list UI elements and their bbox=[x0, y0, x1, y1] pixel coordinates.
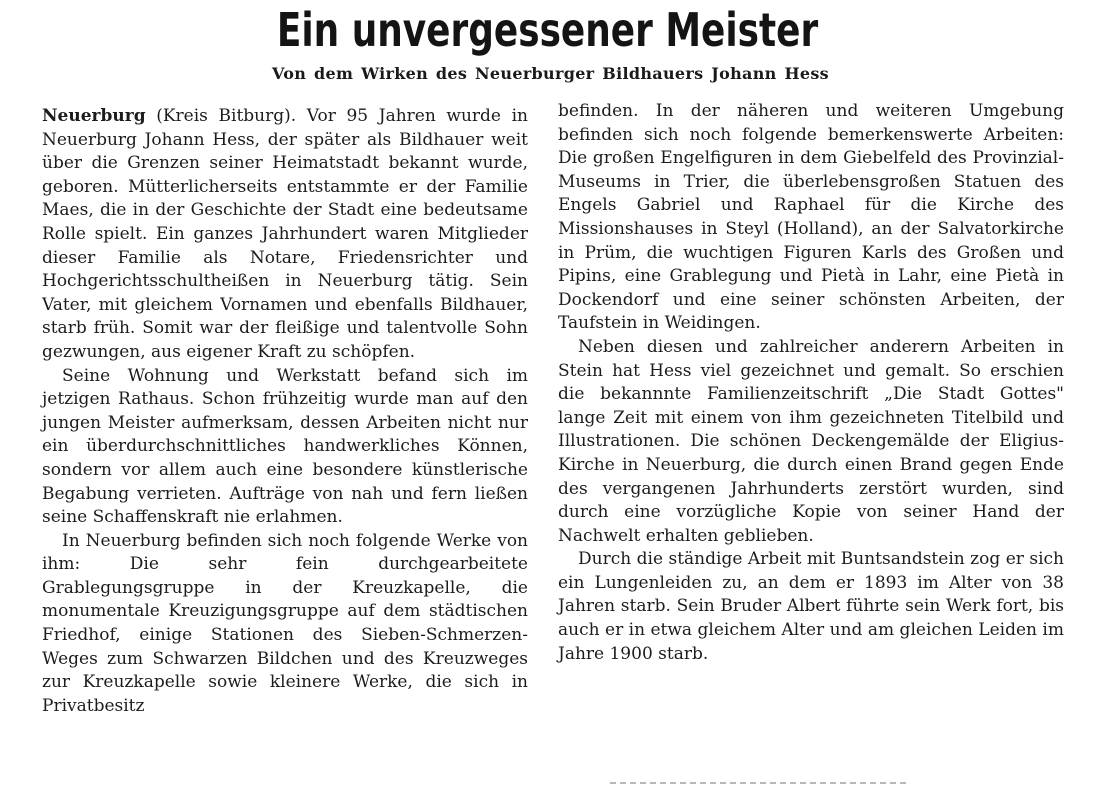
right-column bbox=[558, 100, 1064, 666]
paragraph-works-region: befinden. In der näheren und weiteren Umgebung befinden sich noch folgende bemerkenswerte Arbeiten: Die großen Engelfiguren in dem Giebelfeld des Provinzial-Museums in Trier, die überlebensgroßen Statuen des Engels Gabriel und Raphael für die Kirche des Missionshauses in Steyl (Holland), an der Salvatorkirche in Prüm, die wuchtigen Figuren Karls des Großen und Pipins, eine Grablegung und Pietà in Lahr, eine Pietà in Dockendorf und eine seiner schönsten Arbeiten, der Taufstein in Weidingen. bbox=[558, 101, 1064, 334]
paragraph-death: Durch die ständige Arbeit mit Buntsandstein zog er sich ein Lungenleiden zu, an dem er 1893 im Alter von 38 Jahren starb. Sein Bruder Albert führte sein Werk fort, bis auch er in etwa gleichem Alter und am gleichen Leiden im Jahre 1900 starb. bbox=[558, 549, 1064, 664]
paragraph-intro-text: (Kreis Bitburg). Vor 95 Jahren wurde in Neuerburg Johann Hess, der später als Bildhauer weit über die Grenzen seiner Heimatstadt bekannt wurde, geboren. Mütterlicherseits entstammte er der Familie Maes, die in der Geschichte der Stadt eine bedeutsame Rolle spielt. Ein ganzes Jahrhundert waren Mitglieder dieser Familie als Notare, Friedensrichter und Hochgerichtsschultheißen in Neuerburg tätig. Sein Vater, mit gleichem Vornamen und ebenfalls Bildhauer, starb früh. Somit war der fleißige und talentvolle Sohn gezwungen, aus eigener Kraft zu schöpfen. bbox=[42, 106, 528, 362]
paragraph-workshop: Seine Wohnung und Werkstatt befand sich im jetzigen Rathaus. Schon frühzeitig wurde man auf den jungen Meister aufmerksam, dessen Arbeiten nicht nur ein überdurchschnittliches handwerkliches Können, sondern vor allem auch eine besondere künstlerische Begabung verrieten. Aufträge von nah und fern ließen seine Schaffenskraft nie erlahmen. bbox=[42, 365, 528, 528]
left-column bbox=[42, 105, 528, 718]
paragraph-intro bbox=[42, 105, 528, 365]
article-subheadline: Von dem Wirken des Neuerburger Bildhauers Johann Hess bbox=[272, 64, 829, 83]
article-headline: Ein unvergessener Meister bbox=[276, 3, 819, 57]
dateline-place: Neuerburg bbox=[42, 106, 146, 126]
paragraph-drawings: Neben diesen und zahlreicher anderern Arbeiten in Stein hat Hess viel gezeichnet und gemalt. So erschien die bekannnte Familienzeitschrift „Die Stadt Gottes" lange Zeit mit einem von ihm gezeichneten Titelbild und Illustrationen. Die schönen Deckengemälde der Eligius-Kirche in Neuerburg, die durch einen Brand gegen Ende des vergangenen Jahrhunderts zerstört wurden, sind durch eine vorzügliche Kopie von seiner Hand der Nachwelt erhalten geblieben. bbox=[558, 336, 1064, 546]
paragraph-works-neuerburg: In Neuerburg befinden sich noch folgende Werke von ihm: Die sehr fein durchgearbeitete Grablegungsgruppe in der Kreuzkapelle, die monumentale Kreuzigungsgruppe auf dem städtischen Friedhof, einige Stationen des Sieben-Schmerzen-Weges zum Schwarzen Bildchen und des Kreuzweges zur Kreuzkapelle sowie kleinere Werke, die sich in Privatbesitz bbox=[42, 530, 528, 716]
clipping-edge-rule bbox=[610, 782, 910, 784]
